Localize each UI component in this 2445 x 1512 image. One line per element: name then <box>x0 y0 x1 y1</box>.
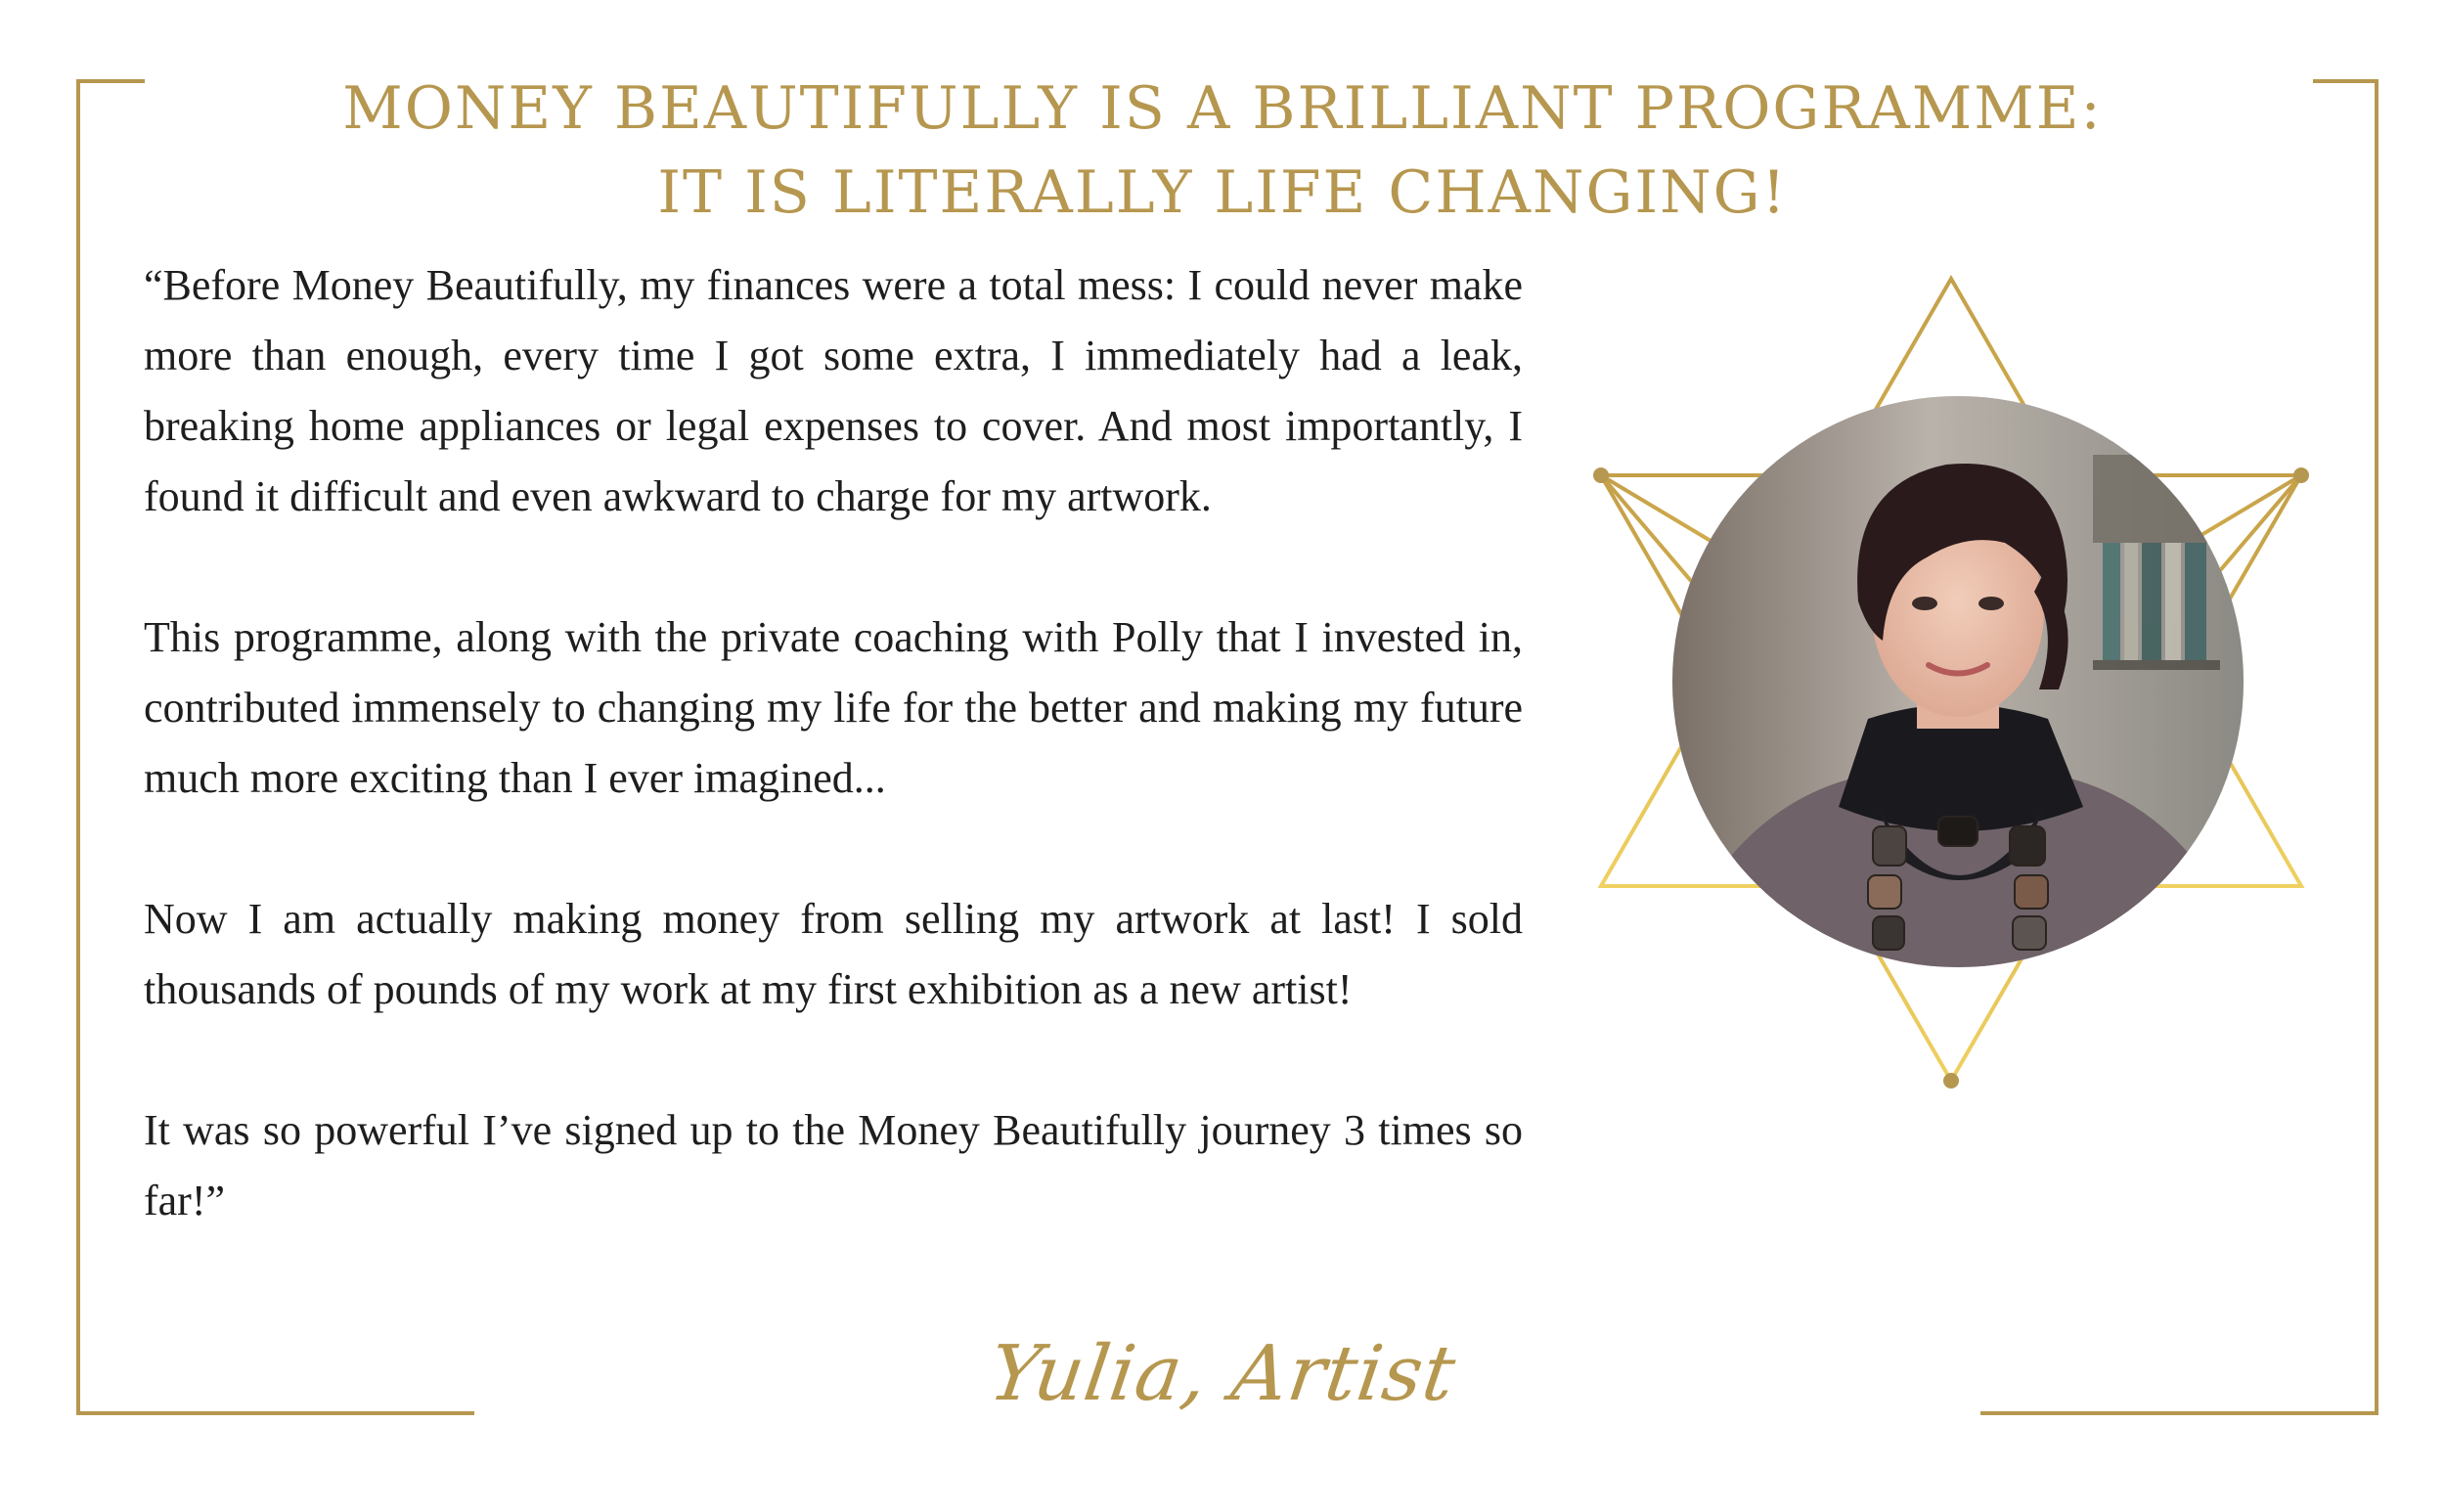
portrait-photo <box>1672 396 2244 967</box>
signature: Yulia, Artist <box>984 1330 1461 1418</box>
quote-paragraph: “Before Money Beautifully, my finances were a total mess: I could never make more than enough, every time I got some extra, I immediately had a leak, breaking home appliances or legal expenses to cover. And most importantly, I found it difficult and even awkward to charge for my artwork. <box>144 261 1523 520</box>
quote-paragraph: It was so powerful I’ve signed up to the Money Beautifully journey 3 times so far!” <box>144 1106 1523 1224</box>
quote-paragraph: Now I am actually making money from selling my artwork at last! I sold thousands of pounds of my work at my first exhibition as a new artist! <box>144 895 1523 1013</box>
star-node <box>1593 467 1609 483</box>
page-title <box>293 67 2152 235</box>
quote-paragraph: This programme, along with the private coaching with Polly that I invested in, contributed immensely to changing my life for the better and making my future much more exciting than I ever imagined... <box>144 613 1523 802</box>
title-line-2: IT IS LITERALLY LIFE CHANGING! <box>657 158 1788 228</box>
title-line-1: MONEY BEAUTIFULLY IS A BRILLIANT PROGRAMME: <box>342 74 2103 144</box>
star-node <box>1943 1073 1959 1089</box>
portrait-illustration <box>1672 396 2244 967</box>
star-node <box>2293 467 2309 483</box>
testimonial-quote <box>144 250 1523 1236</box>
